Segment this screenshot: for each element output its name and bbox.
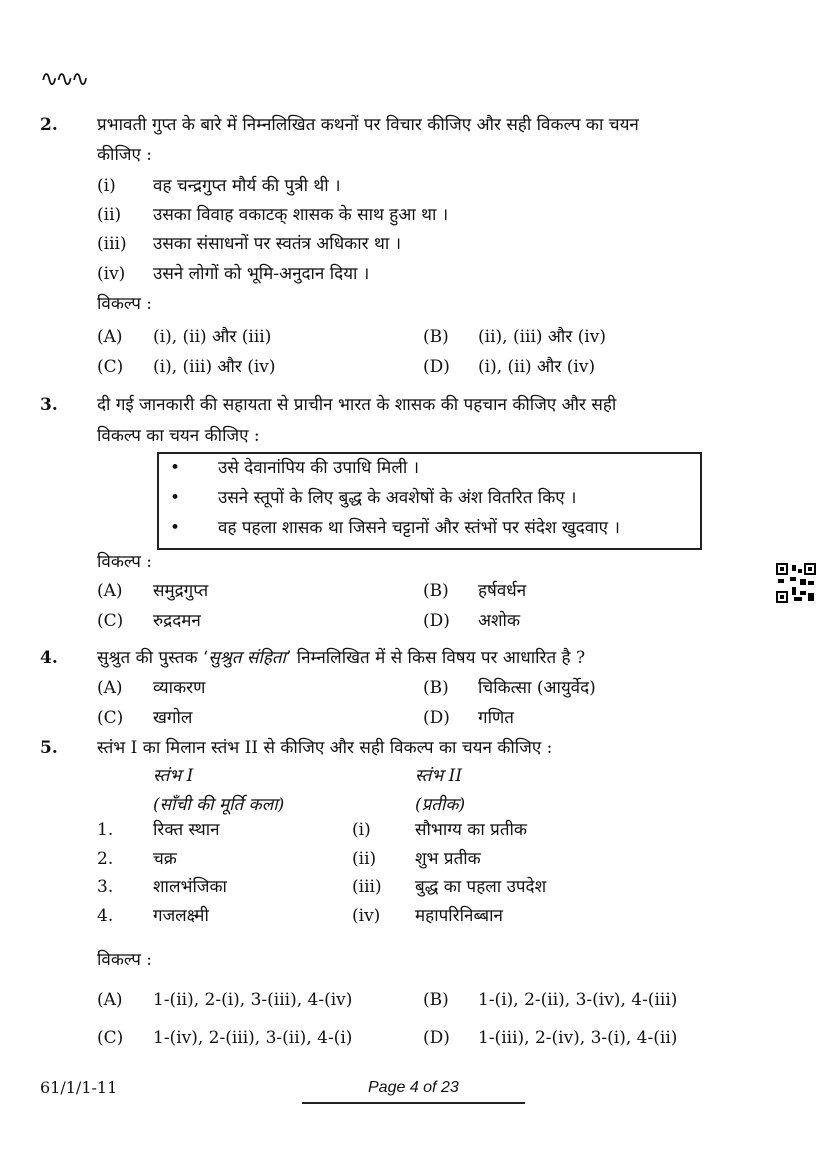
column-1-item: चक्र xyxy=(153,849,177,869)
option-label: (A) xyxy=(97,327,123,347)
option-text: (i), (ii) और (iii) xyxy=(153,327,272,347)
option-label: (D) xyxy=(423,708,450,728)
option-label: (A) xyxy=(97,678,123,698)
column-1-item: गजलक्ष्मी xyxy=(153,906,209,926)
column-2-item: महापरिनिब्बान xyxy=(415,906,503,926)
column-1-item: शालभंजिका xyxy=(153,877,227,897)
option-label: (A) xyxy=(97,990,123,1010)
question-text: कीजिए : xyxy=(97,145,153,165)
option-text: गणित xyxy=(478,708,514,728)
column-2-label: (iii) xyxy=(352,877,382,897)
statement-text: उसका विवाह वकाटक् शासक के साथ हुआ था । xyxy=(153,205,449,225)
question-number: 5. xyxy=(40,738,58,758)
row-number: 2. xyxy=(97,849,114,869)
column-2-label: (iv) xyxy=(352,906,381,926)
option-label: (C) xyxy=(97,357,124,377)
question-text xyxy=(97,646,585,670)
option-text: (i), (ii) और (iv) xyxy=(478,357,596,377)
option-label: (C) xyxy=(97,611,124,631)
option-text: 1-(iv), 2-(iii), 3-(ii), 4-(i) xyxy=(153,1028,353,1048)
option-text: चिकित्सा (आयुर्वेद) xyxy=(478,678,596,698)
row-number: 3. xyxy=(97,877,114,897)
row-number: 4. xyxy=(97,906,114,926)
option-label: (B) xyxy=(423,990,449,1010)
option-label: (B) xyxy=(423,581,449,601)
column-2-item: सौभाग्य का प्रतीक xyxy=(415,820,527,840)
statement-text: उसने लोगों को भूमि-अनुदान दिया । xyxy=(153,264,370,284)
column-1-item: रिक्त स्थान xyxy=(153,820,220,840)
wave-mark: ∿∿∿ xyxy=(40,67,87,92)
question-text: स्तंभ I का मिलान स्तंभ II से कीजिए और सही विकल्प का चयन कीजिए : xyxy=(97,738,553,758)
clue-text: उसे देवानांपिय की उपाधि मिली । xyxy=(218,458,420,478)
option-text: हर्षवर्धन xyxy=(478,581,527,601)
column-1-title: स्तंभ I xyxy=(153,766,194,786)
question-text: प्रभावती गुप्त के बारे में निम्नलिखित कथनों पर विचार कीजिए और सही विकल्प का चयन xyxy=(97,115,639,135)
column-2-item: शुभ प्रतीक xyxy=(415,849,481,869)
question-text-before: सुश्रुत की पुस्तक ‘ xyxy=(97,648,209,668)
options-label: विकल्प : xyxy=(97,950,152,970)
bullet: • xyxy=(170,518,181,538)
statement-label: (iii) xyxy=(97,234,127,254)
option-label: (D) xyxy=(423,1028,450,1048)
option-text: 1-(ii), 2-(i), 3-(iii), 4-(iv) xyxy=(153,990,353,1010)
option-text: समुद्रगुप्त xyxy=(153,581,209,601)
options-label: विकल्प : xyxy=(97,294,152,314)
column-2-label: (ii) xyxy=(352,849,377,869)
option-text: व्याकरण xyxy=(153,678,206,698)
page-number: Page 4 of 23 xyxy=(368,1079,459,1096)
question-text: विकल्प का चयन कीजिए : xyxy=(97,426,260,446)
option-text: 1-(iii), 2-(iv), 3-(i), 4-(ii) xyxy=(478,1028,678,1048)
option-label: (C) xyxy=(97,1028,124,1048)
option-label: (D) xyxy=(423,357,450,377)
option-text: (i), (iii) और (iv) xyxy=(153,357,276,377)
column-2-subtitle: (प्रतीक) xyxy=(415,795,466,815)
option-text: अशोक xyxy=(478,611,521,631)
options-label: विकल्प : xyxy=(97,552,152,572)
book-title: सुश्रुत संहिता xyxy=(208,648,286,668)
statement-text: उसका संसाधनों पर स्वतंत्र अधिकार था । xyxy=(153,234,402,254)
option-text: रुद्रदमन xyxy=(153,611,201,631)
clue-text: वह पहला शासक था जिसने चट्टानों और स्तंभों पर संदेश खुदवाए । xyxy=(218,518,620,538)
option-label: (D) xyxy=(423,611,450,631)
option-text: 1-(i), 2-(ii), 3-(iv), 4-(iii) xyxy=(478,990,678,1010)
bullet: • xyxy=(170,488,181,508)
column-2-label: (i) xyxy=(352,820,371,840)
footer-divider xyxy=(302,1102,525,1104)
option-text: खगोल xyxy=(153,708,193,728)
row-number: 1. xyxy=(97,820,114,840)
statement-label: (iv) xyxy=(97,264,126,284)
option-label: (C) xyxy=(97,708,124,728)
option-label: (A) xyxy=(97,581,123,601)
clue-text: उसने स्तूपों के लिए बुद्ध के अवशेषों के अंश वितरित किए । xyxy=(218,488,577,508)
bullet: • xyxy=(170,458,181,478)
question-number: 4. xyxy=(40,648,58,668)
column-2-item: बुद्ध का पहला उपदेश xyxy=(415,877,547,897)
statement-text: वह चन्द्रगुप्त मौर्य की पुत्री थी । xyxy=(153,176,341,196)
question-number: 2. xyxy=(40,115,58,135)
statement-label: (i) xyxy=(97,176,116,196)
question-text-after: ’ निम्नलिखित में से किस विषय पर आधारित है ? xyxy=(285,648,586,668)
question-number: 3. xyxy=(40,395,58,415)
option-text: (ii), (iii) और (iv) xyxy=(478,327,606,347)
statement-label: (ii) xyxy=(97,205,122,225)
option-label: (B) xyxy=(423,327,449,347)
paper-code: 61/1/1-11 xyxy=(40,1078,118,1097)
question-text: दी गई जानकारी की सहायता से प्राचीन भारत के शासक की पहचान कीजिए और सही xyxy=(97,395,617,415)
column-2-title: स्तंभ II xyxy=(415,766,463,786)
qr-code-icon xyxy=(776,563,816,603)
column-1-subtitle: (साँची की मूर्ति कला) xyxy=(153,795,285,815)
option-label: (B) xyxy=(423,678,449,698)
